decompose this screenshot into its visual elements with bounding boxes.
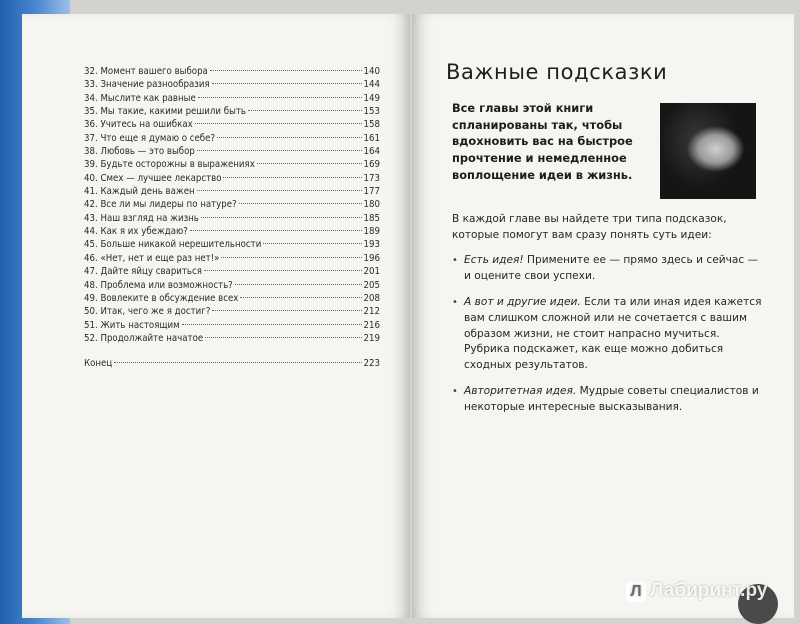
hint-text: Мудрые советы специалистов и некоторые интересные высказывания. xyxy=(464,385,759,413)
toc-entry xyxy=(84,145,380,158)
toc-leader-dots xyxy=(197,190,362,191)
toc-entry xyxy=(84,265,380,278)
toc-entry xyxy=(84,78,380,91)
bullet-icon: • xyxy=(452,255,458,267)
intro-paragraph: В каждой главе вы найдете три типа подсказок, которые помогут вам сразу понять суть идеи: xyxy=(452,213,727,241)
toc-entry-title: 33. Значение разнообразия xyxy=(84,79,210,91)
toc-leader-dots xyxy=(240,297,361,298)
toc-leader-dots xyxy=(217,137,361,138)
toc-entry xyxy=(84,185,380,198)
toc-entry xyxy=(84,252,380,265)
toc-leader-dots xyxy=(190,230,362,231)
toc-entry-title: 32. Момент вашего выбора xyxy=(84,66,208,77)
toc-entry-page: 216 xyxy=(363,319,380,331)
toc-entry xyxy=(84,158,380,171)
toc-entry-title: 38. Любовь — это выбор xyxy=(84,146,195,158)
toc-entry-page: 177 xyxy=(363,186,380,198)
hint-lead: Авторитетная идея. xyxy=(464,385,577,398)
toc-entry-page: 158 xyxy=(363,119,380,131)
toc-leader-dots xyxy=(195,123,362,124)
toc-entry xyxy=(84,292,380,305)
toc-entry-page: 161 xyxy=(363,132,380,144)
toc-entry xyxy=(84,172,380,185)
toc-entry xyxy=(84,225,380,238)
toc-leader-dots xyxy=(197,150,362,151)
watermark-logo xyxy=(626,580,767,602)
toc-leader-dots xyxy=(257,163,362,164)
list-item xyxy=(452,384,762,415)
toc-entry-page: 153 xyxy=(363,106,380,118)
toc-entry-title: 51. Жить настоящим xyxy=(84,319,180,331)
toc-entry-page: 219 xyxy=(363,332,380,344)
toc-entry-title: 36. Учитесь на ошибках xyxy=(84,119,193,131)
toc-entry-title: 39. Будьте осторожны в выражениях xyxy=(84,159,255,171)
hint-text: Если та или иная идея кажется вам слишком сложной или не сочетается с вашим образом жизни, не стоит напрасно мучиться. Рубрика подскажет, как еще можно добиться сходных результатов. xyxy=(464,296,762,371)
toc-entry-page: 208 xyxy=(363,292,380,304)
toc-entry xyxy=(84,105,380,118)
toc-entry-title: 47. Дайте яйцу свариться xyxy=(84,266,202,278)
toc-entry xyxy=(84,132,380,145)
toc-entry-title: Конец xyxy=(84,358,113,370)
toc-leader-dots xyxy=(263,243,361,244)
toc-leader-dots xyxy=(212,83,362,84)
toc-entry xyxy=(84,319,380,332)
toc-entry-page: 149 xyxy=(363,92,380,104)
toc-entry xyxy=(84,92,380,105)
toc-leader-dots xyxy=(210,70,362,71)
toc-entry-page: 180 xyxy=(363,199,380,211)
toc-entry-title: 41. Каждый день важен xyxy=(84,186,195,198)
watermark-text: Лабиринт.ру xyxy=(650,580,768,601)
watermark-badge-icon: Л xyxy=(626,582,646,602)
toc-leader-dots xyxy=(204,270,362,271)
table-of-contents xyxy=(84,65,380,371)
body-text xyxy=(452,212,762,427)
toc-leader-dots xyxy=(223,177,361,178)
toc-entry xyxy=(84,279,380,292)
toc-entry-page: 169 xyxy=(363,159,380,171)
toc-entry xyxy=(84,118,380,131)
hint-lead: А вот и другие идеи. xyxy=(464,296,581,309)
toc-entry-title: 37. Что еще я думаю о себе? xyxy=(84,132,216,144)
toc-entry-title: 43. Наш взгляд на жизнь xyxy=(84,212,199,224)
toc-entry-page: 201 xyxy=(363,266,380,278)
toc-leader-dots xyxy=(205,337,361,338)
toc-entry-title: 34. Мыслите как равные xyxy=(84,92,196,104)
toc-entry xyxy=(84,305,380,318)
toc-leader-dots xyxy=(239,203,362,204)
bullet-icon: • xyxy=(452,386,458,398)
hint-lead: Есть идея! xyxy=(464,254,524,267)
toc-entry-title: 48. Проблема или возможность? xyxy=(84,279,233,291)
bullet-icon: • xyxy=(452,297,458,309)
toc-entry-title: 52. Продолжайте начатое xyxy=(84,332,204,344)
toc-entry-page: 196 xyxy=(363,252,380,264)
toc-leader-dots xyxy=(212,310,361,311)
toc-entry-page: 189 xyxy=(363,226,380,238)
toc-entry-page: 205 xyxy=(363,279,380,291)
toc-entry-page: 164 xyxy=(363,146,380,158)
toc-entry-title: 49. Вовлеките в обсуждение всех xyxy=(84,292,239,304)
toc-leader-dots xyxy=(248,110,362,111)
toc-entry-page: 144 xyxy=(363,79,380,91)
toc-entry-title: 42. Все ли мы лидеры по натуре? xyxy=(84,199,237,211)
toc-entry-title: 45. Больше никакой нерешительности xyxy=(84,239,262,251)
toc-entry-page: 223 xyxy=(363,358,380,370)
hint-list xyxy=(452,253,762,415)
toc-entry-page: 193 xyxy=(363,239,380,251)
toc-leader-dots xyxy=(198,97,362,98)
toc-entry xyxy=(84,65,380,78)
page-heading: Важные подсказки xyxy=(446,60,668,84)
toc-leader-dots xyxy=(221,257,361,258)
toc-entry xyxy=(84,332,380,345)
toc-leader-dots xyxy=(182,324,362,325)
toc-entry-title: 44. Как я их убеждаю? xyxy=(84,226,188,238)
toc-leader-dots xyxy=(235,284,362,285)
toc-entry-title: 40. Смех — лучшее лекарство xyxy=(84,172,222,184)
toc-leader-dots xyxy=(114,362,361,363)
toc-entry-title: 46. «Нет, нет и еще раз нет!» xyxy=(84,252,220,264)
toc-entry xyxy=(84,212,380,225)
toc-entry-page: 173 xyxy=(363,172,380,184)
toc-leader-dots xyxy=(201,217,362,218)
toc-entry-page: 140 xyxy=(363,66,380,77)
toc-entry-title: 50. Итак, чего же я достиг? xyxy=(84,306,211,318)
list-item xyxy=(452,253,762,284)
toc-entry xyxy=(84,198,380,211)
author-photo xyxy=(660,103,756,199)
list-item xyxy=(452,295,762,373)
toc-entry-page: 185 xyxy=(363,212,380,224)
hint-text: Примените ее — прямо здесь и сейчас — и оцените свои успехи. xyxy=(464,254,759,282)
intro-text: Все главы этой книги спланированы так, чтобы вдохновить вас на быстрое прочтение и немедленное воплощение идеи в жизнь. xyxy=(452,101,633,182)
toc-entry-title: 35. Мы такие, какими решили быть xyxy=(84,106,246,118)
toc-entry xyxy=(84,357,380,370)
toc-entry-page: 212 xyxy=(363,306,380,318)
toc-entry xyxy=(84,238,380,251)
